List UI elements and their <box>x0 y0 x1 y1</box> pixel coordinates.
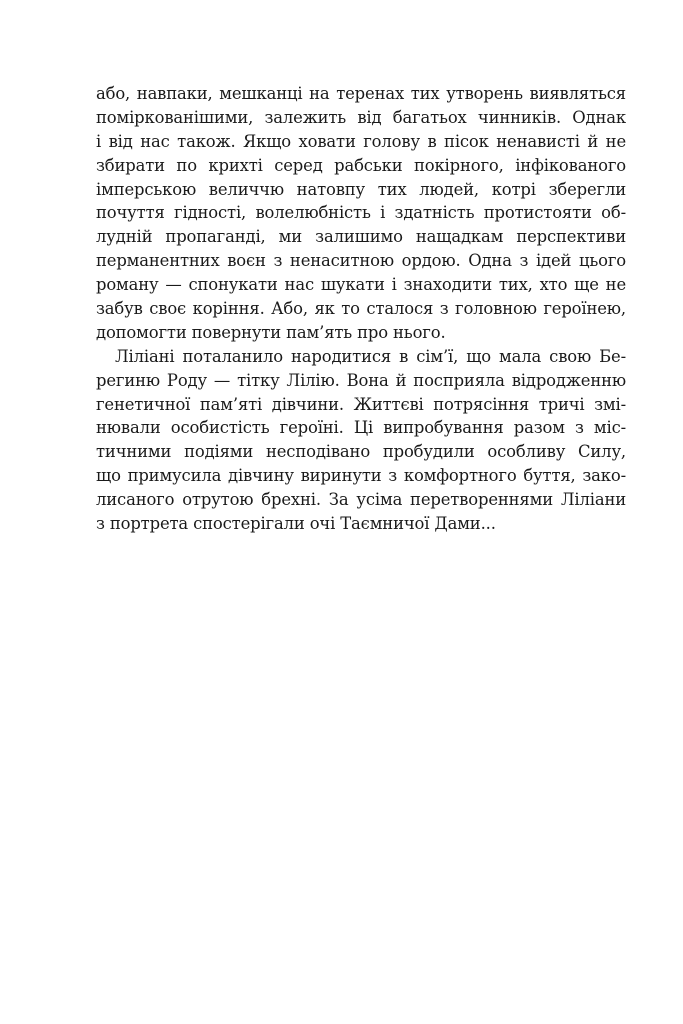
text-line: лисаного отрутою брехні. За усіма перетвореннями Ліліани <box>96 490 626 510</box>
text-line: почуття гідності, волелюбність і здатність протистояти об- <box>96 203 626 223</box>
text-line: лудній пропаганді, ми залишимо нащадкам перспективи <box>96 227 626 247</box>
text-line: що примусила дівчину виринути з комфортного буття, зако- <box>96 466 626 486</box>
text-line: допомогти повернути пам’ять про нього. <box>96 322 446 342</box>
text-line: тичними подіями несподівано пробудили особливу Силу, <box>96 442 626 462</box>
text-line: забув своє коріння. Або, як то сталося з головною героїнею, <box>96 299 626 319</box>
text-line: і від нас також. Якщо ховати голову в пісок ненависті й не <box>96 131 626 151</box>
text-line: з портрета спостерігали очі Таємничої Дами... <box>96 514 496 534</box>
text-line: імперською величчю натовпу тих людей, котрі зберегли <box>96 179 626 199</box>
text-line: региню Роду — тітку Лілію. Вона й посприяла відродженню <box>96 370 626 390</box>
body-text <box>96 82 626 536</box>
text-line: поміркованішими, залежить від багатьох чинників. Однак <box>96 107 626 127</box>
text-line: Ліліані поталанило народитися в сім’ї, що мала свою Бе- <box>115 346 626 366</box>
paragraph-1 <box>96 82 626 345</box>
text-line: роману — спонукати нас шукати і знаходити тих, хто ще не <box>96 275 626 295</box>
paragraph-2 <box>96 345 626 536</box>
text-line: нювали особистість героїні. Ці випробування разом з міс- <box>96 418 626 438</box>
text-line: генетичної пам’яті дівчини. Життєві потрясіння тричі змі- <box>96 394 626 414</box>
text-line: або, навпаки, мешканці на теренах тих утворень виявляться <box>96 84 626 103</box>
text-line: збирати по крихті серед рабськи покірного, інфікованого <box>96 155 626 175</box>
text-line: перманентних воєн з ненаситною ордою. Одна з ідей цього <box>96 251 626 271</box>
